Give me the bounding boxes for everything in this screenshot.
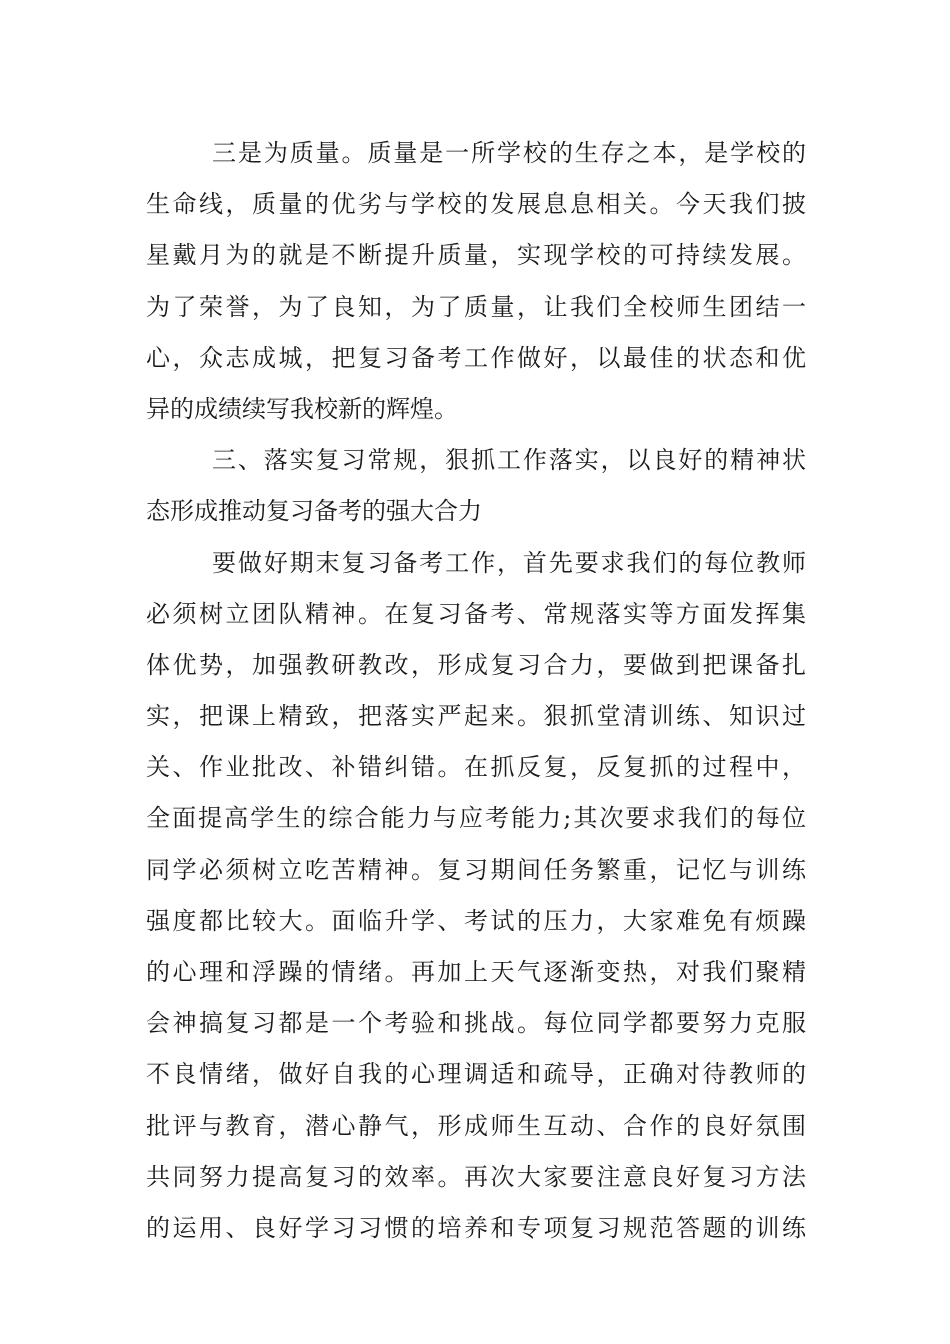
text-line: 要做好期末复习备考工作，首先要求我们的每位教师 [212,548,806,577]
text-line: 态形成推动复习备考的强大合力 [146,497,482,526]
text-line: 心，众志成城，把复习备考工作做好，以最佳的状态和优 [146,343,806,372]
text-line: 的心理和浮躁的情绪。再加上天气逐渐变热，对我们聚精 [146,958,806,986]
text-line: 共同努力提高复习的效率。再次大家要注意良好复习方法 [146,1162,806,1191]
paragraph-review-work [146,538,806,1255]
text-line: 必须树立团队精神。在复习备考、常规落实等方面发挥集 [146,599,806,628]
text-line: 全面提高学生的综合能力与应考能力;其次要求我们的每位 [146,804,806,833]
paragraph-quality [146,128,806,435]
section-heading-three [146,435,806,537]
text-line: 体优势，加强教研教改，形成复习合力，要做到把课备扎 [146,650,806,679]
text-line: 实，把课上精致，把落实严起来。狠抓堂清训练、知识过 [146,702,806,731]
text-line: 三是为质量。质量是一所学校的生存之本，是学校的 [212,139,806,167]
text-line: 强度都比较大。面临升学、考试的压力，大家难免有烦躁 [146,906,806,935]
text-line: 的运用、良好学习习惯的培养和专项复习规范答题的训练 [146,1213,806,1242]
text-line: 不良情绪，做好自我的心理调适和疏导，正确对待教师的 [146,1060,806,1089]
text-line: 异的成绩续写我校新的辉煌。 [146,394,458,423]
text-line: 批评与教育，潜心静气，形成师生互动、合作的良好氛围 [146,1111,806,1140]
text-line: 星戴月为的就是不断提升质量，实现学校的可持续发展。 [146,241,806,270]
text-line: 关、作业批改、补错纠错。在抓反复，反复抓的过程中， [146,753,806,782]
text-line: 生命线，质量的优劣与学校的发展息息相关。今天我们披 [146,190,806,219]
document-body [146,128,806,1254]
text-line: 为了荣誉，为了良知，为了质量，让我们全校师生团结一 [146,292,806,321]
text-line: 三、落实复习常规，狠抓工作落实，以良好的精神状 [212,446,806,475]
text-line: 同学必须树立吃苦精神。复习期间任务繁重，记忆与训练 [146,855,806,884]
text-line: 会神搞复习都是一个考验和挑战。每位同学都要努力克服 [146,1009,806,1038]
